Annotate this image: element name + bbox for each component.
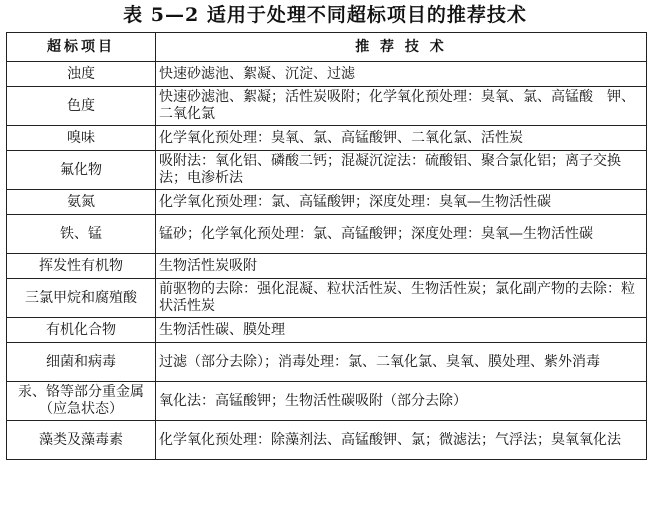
table-row: [7, 190, 647, 215]
table-caption: 表 5—2 适用于处理不同超标项目的推荐技术: [123, 4, 527, 26]
row-technology: 锰砂；化学氧化预处理：氯、高锰酸钾；深度处理：臭氧—生物活性碳: [156, 215, 647, 254]
table-row: [7, 151, 647, 190]
row-technology: 氧化法：高锰酸钾；生物活性碳吸附（部分去除）: [156, 382, 647, 421]
table-row: [7, 318, 647, 343]
column-header-item: 超标项目: [7, 33, 156, 62]
table-row: [7, 343, 647, 382]
row-item: 色度: [7, 87, 156, 126]
table-row: [7, 254, 647, 279]
row-item: 浊度: [7, 62, 156, 87]
row-technology: 前驱物的去除：强化混凝、粒状活性炭、生物活性炭；氯化副产物的去除：粒状活性炭: [156, 279, 647, 318]
row-item: 汞、铬等部分重金属（应急状态）: [7, 382, 156, 421]
column-header-technology: 推 荐 技 术: [156, 33, 647, 62]
table-row: [7, 126, 647, 151]
table-row: [7, 421, 647, 460]
row-item: 三氯甲烷和腐殖酸: [7, 279, 156, 318]
row-technology: 生物活性碳、膜处理: [156, 318, 647, 343]
row-technology: 快速砂滤池、絮凝；活性炭吸附；化学氧化预处理：臭氧、氯、高锰酸 钾、二氧化氯: [156, 87, 647, 126]
row-item: 挥发性有机物: [7, 254, 156, 279]
table-row: [7, 382, 647, 421]
row-technology: 过滤（部分去除）；消毒处理：氯、二氧化氯、臭氧、膜处理、紫外消毒: [156, 343, 647, 382]
row-technology: 化学氧化预处理：氯、高锰酸钾；深度处理：臭氧—生物活性碳: [156, 190, 647, 215]
row-technology: 吸附法：氧化铝、磷酸二钙；混凝沉淀法：硫酸铝、聚合氯化铝；离子交换法；电渗析法: [156, 151, 647, 190]
row-item: 氨氮: [7, 190, 156, 215]
row-item: 嗅味: [7, 126, 156, 151]
row-technology: 快速砂滤池、絮凝、沉淀、过滤: [156, 62, 647, 87]
recommended-technology-table: [6, 32, 647, 460]
table-row: [7, 279, 647, 318]
row-item: 细菌和病毒: [7, 343, 156, 382]
row-item: 有机化合物: [7, 318, 156, 343]
row-technology: 生物活性炭吸附: [156, 254, 647, 279]
row-technology: 化学氧化预处理：除藻剂法、高锰酸钾、氯；微滤法；气浮法；臭氧氧化法: [156, 421, 647, 460]
row-item: 藻类及藻毒素: [7, 421, 156, 460]
table-header-row: [7, 33, 647, 62]
row-technology: 化学氧化预处理：臭氧、氯、高锰酸钾、二氧化氯、活性炭: [156, 126, 647, 151]
row-item: 铁、锰: [7, 215, 156, 254]
table-row: [7, 215, 647, 254]
row-item: 氟化物: [7, 151, 156, 190]
table-row: [7, 62, 647, 87]
table-row: [7, 87, 647, 126]
